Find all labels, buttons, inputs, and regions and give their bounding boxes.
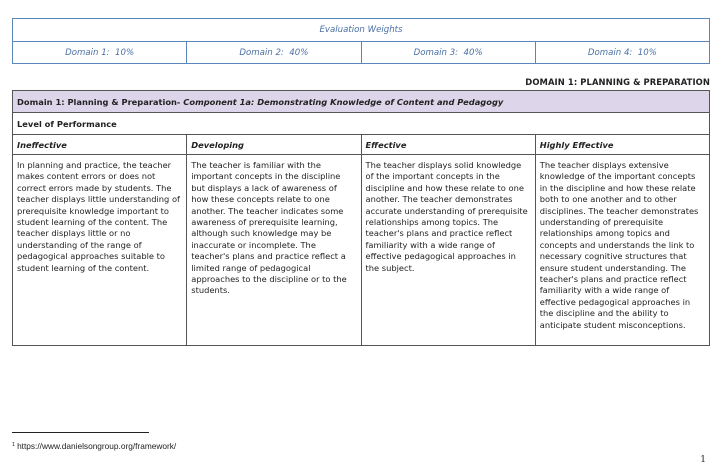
footnote-marker: 1 — [12, 442, 16, 448]
footnote-divider — [12, 432, 149, 433]
level-of-performance-label: Level of Performance — [13, 113, 710, 135]
rubric-component-title: Component 1a: Demonstrating Knowledge of Content and Pedagogy — [183, 96, 504, 107]
description-ineffective: In planning and practice, the teacher makes content errors or does not correct errors made by students. The teacher displays little understanding of prerequisite knowledge important to student learning of the content. The teacher displays little or no understanding of the range of pedagogical approaches suitable to student learning of the content. — [13, 155, 187, 346]
column-heading-ineffective: Ineffective — [13, 135, 187, 155]
domain-4-label: Domain 4: — [587, 47, 633, 58]
domain-4-weight — [535, 42, 709, 64]
column-heading-developing: Developing — [187, 135, 361, 155]
domain-4-value: 10% — [637, 47, 657, 58]
evaluation-weights-table — [12, 18, 710, 64]
description-developing: The teacher is familiar with the important concepts in the discipline but displays a lack of awareness of how these concepts relate to one another. The teacher indicates some awareness of prerequisite learning, although such knowledge may be inaccurate or incomplete. The teacher's plans and practice reflect a limited range of pedagogical approaches to the discipline or to the students. — [187, 155, 361, 346]
rubric-domain-title: Domain 1: Planning & Preparation- — [17, 96, 181, 107]
section-label: DOMAIN 1: PLANNING & PREPARATION — [525, 77, 710, 87]
domain-3-value: 40% — [463, 47, 483, 58]
domain-2-weight — [187, 42, 361, 64]
footnote — [12, 441, 176, 451]
domain-1-label: Domain 1: — [65, 47, 110, 58]
rubric-table — [12, 90, 710, 346]
column-heading-highly-effective: Highly Effective — [535, 135, 709, 155]
rubric-header — [13, 91, 710, 113]
column-heading-effective: Effective — [361, 135, 535, 155]
evaluation-weights-title: Evaluation Weights — [13, 19, 710, 42]
description-highly-effective: The teacher displays extensive knowledge of the important concepts in the discipline and how these relate both to one another and to other disciplines. The teacher demonstrates understanding of prerequisite relationships among topics and concepts and understands the link to necessary cognitive structures that ensure student understanding. The teacher's plans and practice reflect familiarity with a wide range of effective pedagogical approaches in the discipline and the ability to anticipate student misconceptions. — [535, 155, 709, 346]
domain-3-weight — [361, 42, 535, 64]
domain-3-label: Domain 3: — [413, 47, 459, 58]
footnote-link[interactable]: https://www.danielsongroup.org/framework/ — [17, 441, 177, 451]
description-effective: The teacher displays solid knowledge of the important concepts in the discipline and how these relate to one another. The teacher demonstrates accurate understanding of prerequisite relationships among topics. The teacher's plans and practice reflect familiarity with a wide range of effective pedagogical approaches in the subject. — [361, 155, 535, 346]
page-number: 1 — [700, 455, 706, 465]
domain-2-value: 40% — [289, 47, 309, 58]
domain-1-value: 10% — [115, 47, 135, 58]
domain-1-weight — [13, 42, 187, 64]
domain-2-label: Domain 2: — [239, 47, 284, 58]
